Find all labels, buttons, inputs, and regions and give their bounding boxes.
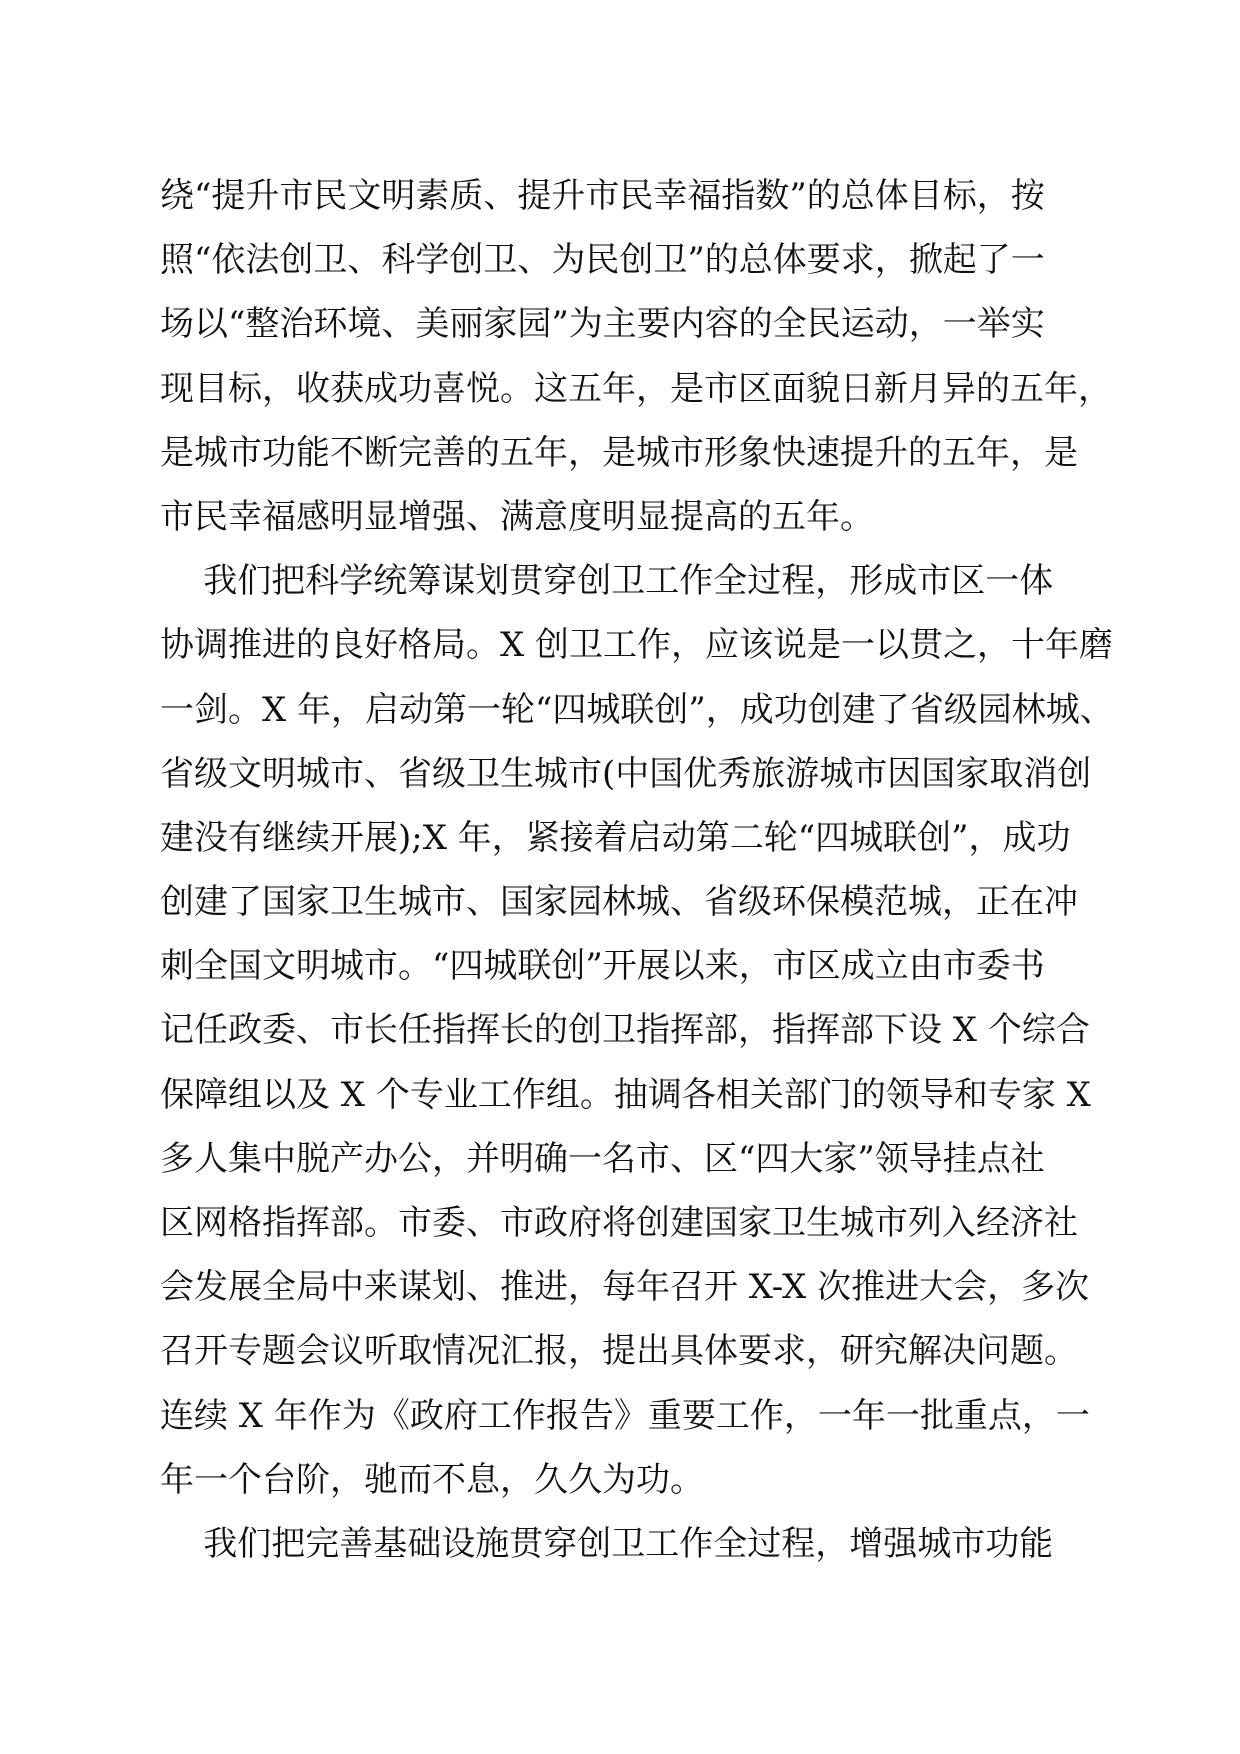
text-line: 创建了国家卫生城市、国家园林城、省级环保模范城，正在冲 (160, 882, 1078, 923)
text-line: 连续 X 年作为《政府工作报告》重要工作，一年一批重点，一 (160, 1395, 1090, 1436)
text-line: 照“依法创卫、科学创卫、为民创卫”的总体要求，掀起了一 (160, 240, 1045, 281)
text-line: 是城市功能不断完善的五年，是城市形象快速提升的五年，是 (160, 432, 1078, 473)
text-line: 多人集中脱产办公，并明确一名市、区“四大家”领导挂点社 (160, 1138, 1045, 1179)
text-line: 记任政委、市长任指挥长的创卫指挥部，指挥部下设 X 个综合 (160, 1010, 1090, 1051)
body-text (160, 164, 1114, 1576)
text-line: 绕“提升市民文明素质、提升市民幸福指数”的总体目标，按 (160, 176, 1045, 216)
text-line: 一剑。X 年，启动第一轮“四城联创”，成功创建了省级园林城、 (160, 689, 1114, 730)
text-line: 协调推进的良好格局。X 创卫工作，应该说是一以贯之，十年磨 (160, 625, 1114, 666)
text-line: 建没有继续开展);X 年，紧接着启动第二轮“四城联创”，成功 (160, 817, 1071, 858)
text-line: 召开专题会议听取情况汇报，提出具体要求，研究解决问题。 (160, 1331, 1078, 1372)
text-line: 保障组以及 X 个专业工作组。抽调各相关部门的领导和专家 X (160, 1074, 1091, 1115)
text-line: 市民幸福感明显增强、满意度明显提高的五年。 (160, 496, 874, 537)
text-line: 我们把科学统筹谋划贯穿创卫工作全过程，形成市区一体 (160, 561, 1054, 602)
text-line: 我们把完善基础设施贯穿创卫工作全过程，增强城市功能 (160, 1523, 1054, 1564)
text-line: 会发展全局中来谋划、推进，每年召开 X-X 次推进大会，多次 (160, 1267, 1090, 1308)
text-line: 刺全国文明城市。“四城联创”开展以来，市区成立由市委书 (160, 946, 1045, 987)
text-line: 区网格指挥部。市委、市政府将创建国家卫生城市列入经济社 (160, 1203, 1078, 1243)
text-line: 省级文明城市、省级卫生城市(中国优秀旅游城市因国家取消创 (160, 753, 1092, 794)
text-line: 年一个台阶，驰而不息，久久为功。 (160, 1459, 704, 1500)
text-line: 现目标，收获成功喜悦。这五年，是市区面貌日新月异的五年， (160, 368, 1112, 409)
text-line: 场以“整治环境、美丽家园”为主要内容的全民运动，一举实 (160, 304, 1045, 345)
